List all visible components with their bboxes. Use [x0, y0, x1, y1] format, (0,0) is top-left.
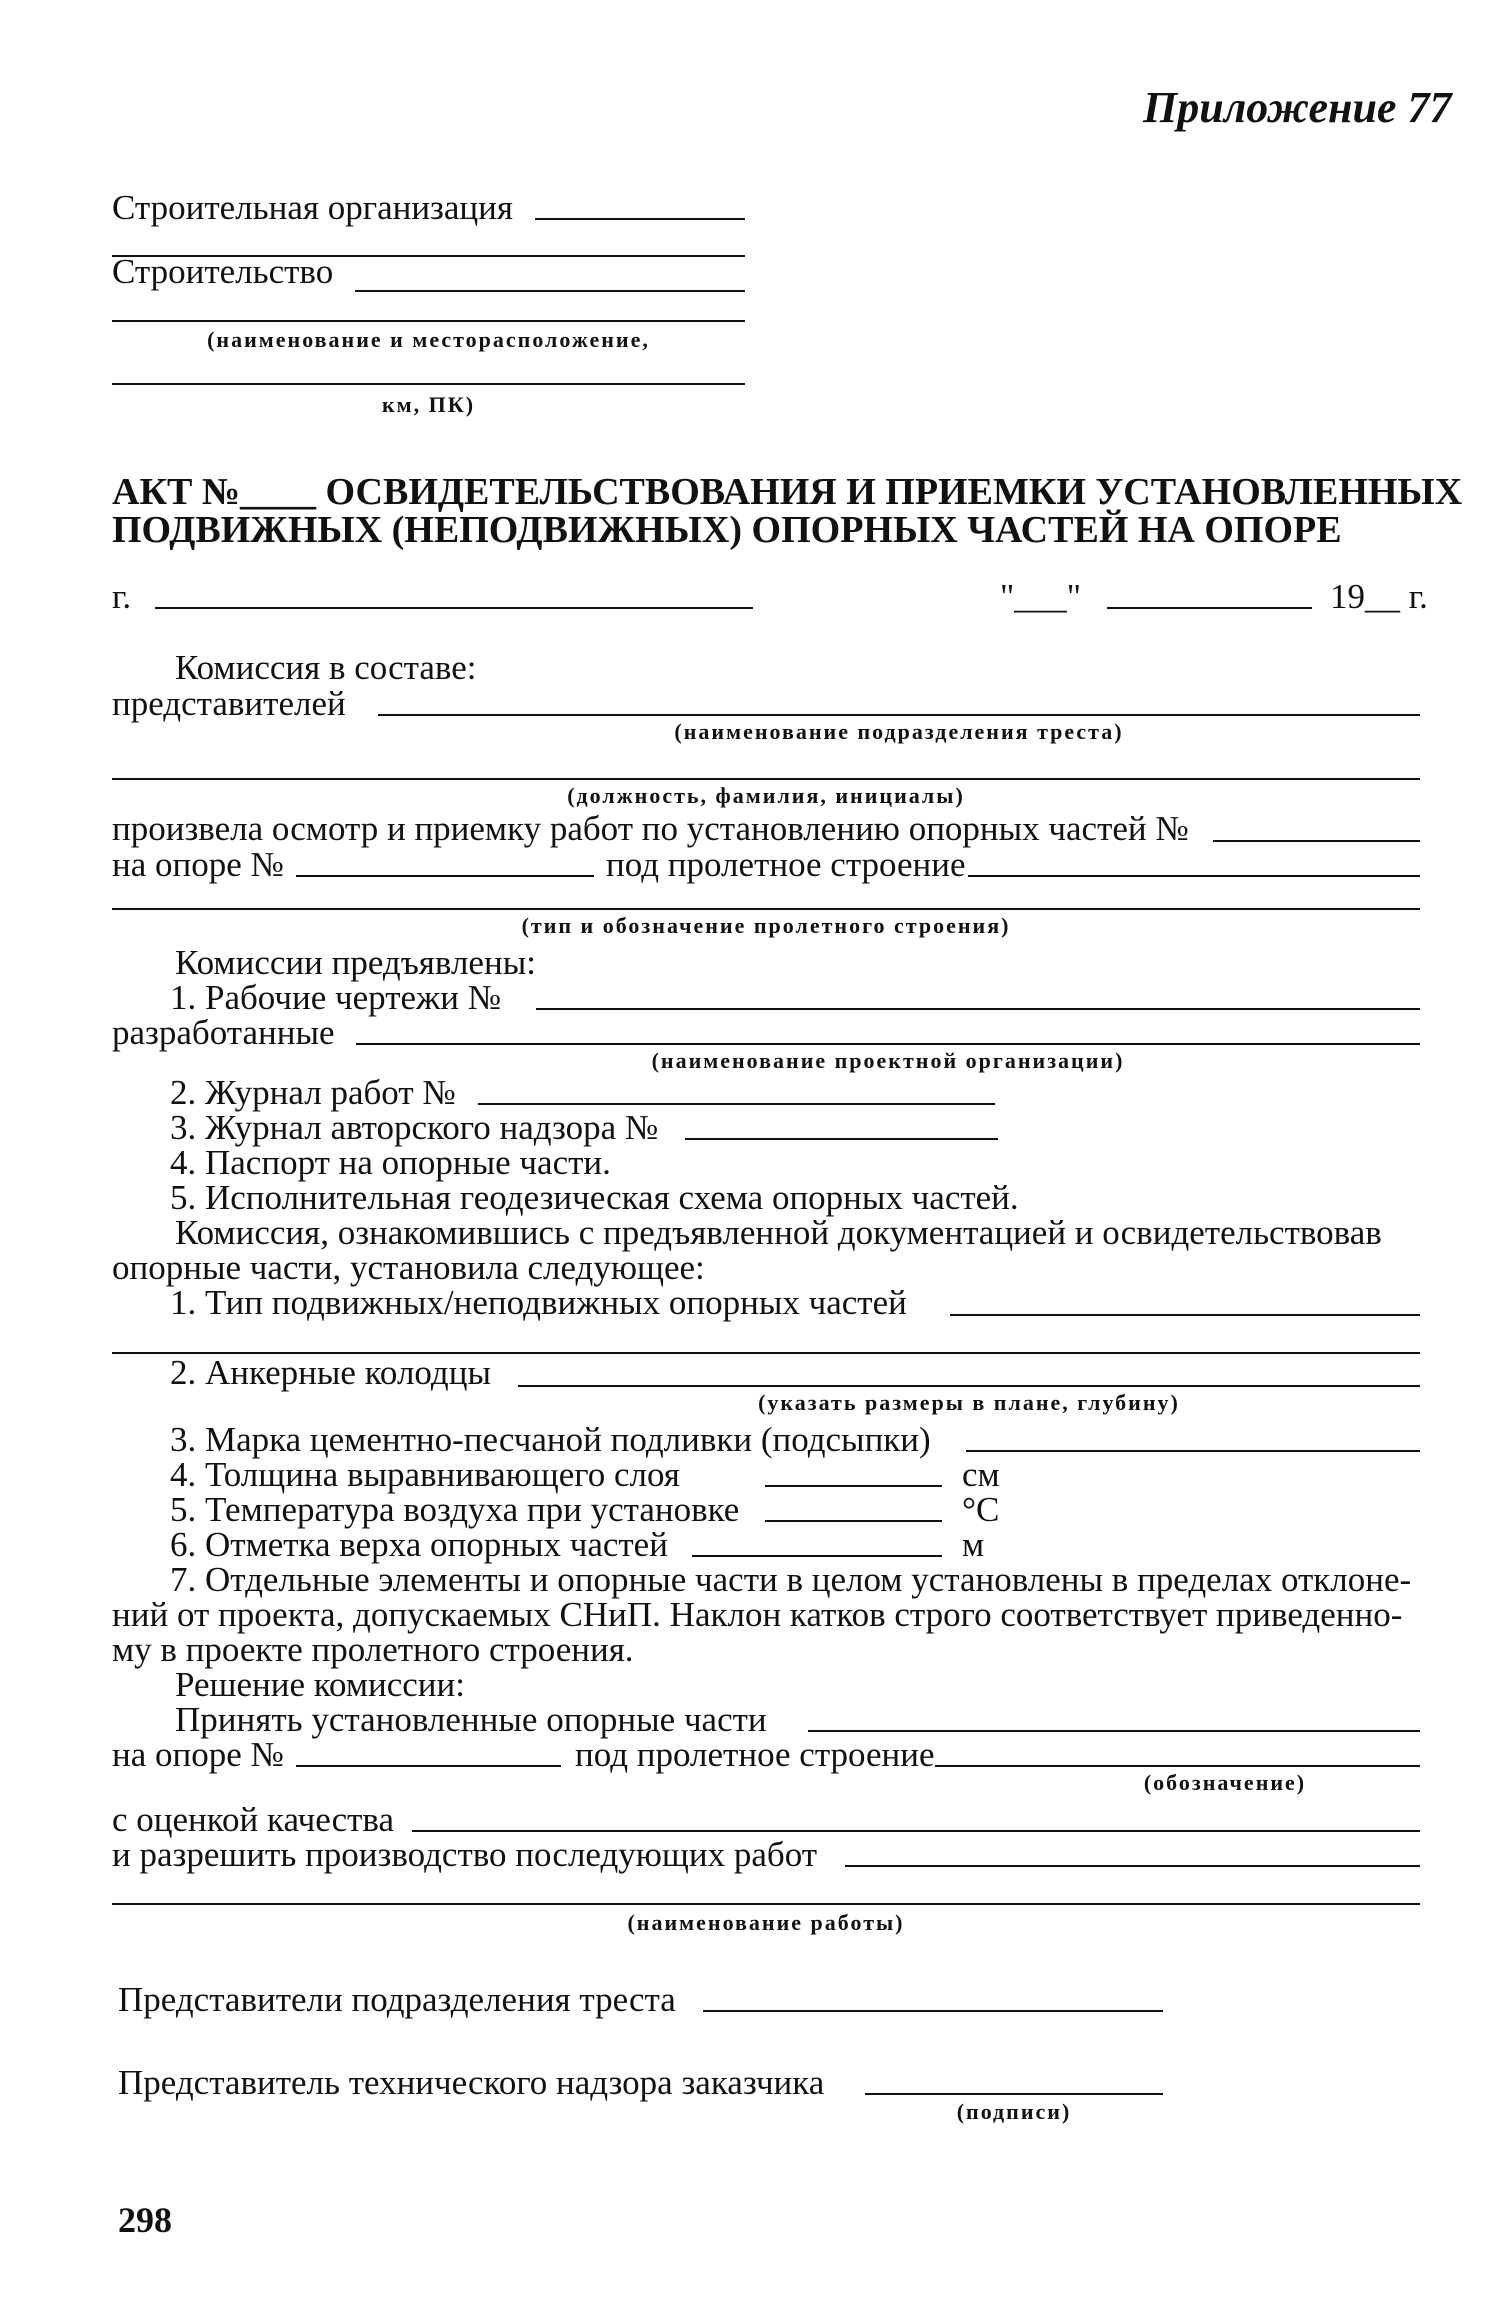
item7-line3: му в проекте пролетного строения.	[112, 1630, 634, 1669]
doc5-label: 5. Исполнительная геодезическая схема опорных частей.	[170, 1178, 1019, 1217]
unit-m: м	[962, 1525, 985, 1564]
under-span-label: под пролетное строение	[606, 845, 966, 884]
permit-line[interactable]	[845, 1865, 1420, 1867]
permit-label: и разрешить производство последующих работ	[112, 1835, 818, 1874]
customer-rep-signature-line[interactable]	[865, 2093, 1163, 2095]
caption-work-name: (наименование работы)	[627, 1910, 905, 1935]
caption-design-org: (наименование проектной организации)	[651, 1048, 1125, 1073]
developed-label: разработанные	[112, 1013, 335, 1052]
item7-line1: 7. Отдельные элементы и опорные части в целом установлены в пределах отклоне-	[170, 1560, 1412, 1599]
item1-line[interactable]	[950, 1314, 1420, 1316]
doc4-label: 4. Паспорт на опорные части.	[170, 1143, 611, 1182]
construction-label: Строительство	[112, 252, 334, 291]
presented-label: Комиссии предъявлены:	[175, 943, 536, 982]
customer-rep-label: Представитель технического надзора заказчика	[118, 2063, 825, 2102]
date-year: 19__ г.	[1330, 577, 1428, 616]
appendix-label: Приложение 77	[1143, 83, 1452, 132]
journal-number-line[interactable]	[478, 1103, 995, 1105]
decision-support-line[interactable]	[296, 1765, 561, 1767]
caption-name-location: (наименование и месторасположение,	[207, 327, 650, 352]
construction-line-3[interactable]	[112, 383, 745, 385]
item6-label: 6. Отметка верха опорных частей	[170, 1525, 668, 1564]
city-line[interactable]	[155, 607, 753, 609]
unit-c: °С	[962, 1490, 1000, 1529]
accept-label: Принять установленные опорные части	[175, 1700, 767, 1739]
decision-span-line[interactable]	[935, 1765, 1420, 1767]
caption-sizes: (указать размеры в плане, глубину)	[758, 1390, 1180, 1415]
date-day: "___"	[1000, 577, 1082, 616]
item1-label: 1. Тип подвижных/неподвижных опорных частей	[170, 1283, 907, 1322]
decision-on-support: на опоре №	[112, 1735, 284, 1774]
caption-designation: (обозначение)	[1143, 1770, 1307, 1795]
doc3-label: 3. Журнал авторского надзора №	[170, 1108, 659, 1147]
construction-line-2[interactable]	[112, 320, 745, 322]
doc1-label: 1. Рабочие чертежи №	[170, 978, 502, 1017]
doc2-label: 2. Журнал работ №	[170, 1073, 456, 1112]
representatives-label: представителей	[112, 684, 346, 723]
decision-heading: Решение комиссии:	[175, 1665, 465, 1704]
construction-line[interactable]	[355, 290, 745, 292]
commission-composition: Комиссия в составе:	[175, 648, 477, 687]
span-line[interactable]	[968, 875, 1420, 877]
supervision-number-line[interactable]	[685, 1138, 998, 1140]
item3-label: 3. Марка цементно-песчаной подливки (подсыпки)	[170, 1420, 931, 1459]
drawings-number-line[interactable]	[536, 1008, 1420, 1010]
item6-line[interactable]	[692, 1555, 942, 1557]
representatives-line[interactable]	[378, 714, 1420, 716]
item4-label: 4. Толщина выравнивающего слоя	[170, 1455, 680, 1494]
date-month-line[interactable]	[1107, 607, 1312, 609]
trust-reps-label: Представители подразделения треста	[118, 1980, 676, 2019]
org-label: Строительная организация	[112, 188, 513, 227]
caption-signatures: (подписи)	[956, 2099, 1072, 2124]
on-support-label: на опоре №	[112, 845, 284, 884]
developed-line[interactable]	[356, 1043, 1420, 1045]
trust-reps-signature-line[interactable]	[703, 2010, 1163, 2012]
quality-line[interactable]	[412, 1830, 1420, 1832]
reviewed-line1: Комиссия, ознакомившись с предъявленной документацией и освидетельствовав	[175, 1213, 1382, 1252]
support-number-line[interactable]	[296, 875, 594, 877]
item2-line[interactable]	[518, 1385, 1420, 1387]
work-name-line[interactable]	[112, 1903, 1420, 1905]
org-line[interactable]	[535, 218, 745, 220]
accept-line[interactable]	[808, 1730, 1420, 1732]
item5-line[interactable]	[765, 1520, 942, 1522]
item3-line[interactable]	[966, 1450, 1420, 1452]
item7-line2: ний от проекта, допускаемых СНиП. Наклон катков строго соответствует приведенно-	[112, 1595, 1403, 1634]
page-number: 298	[118, 2200, 172, 2240]
caption-span-type: (тип и обозначение пролетного строения)	[521, 913, 1011, 938]
item2-label: 2. Анкерные колодцы	[170, 1353, 491, 1392]
decision-under-span: под пролетное строение	[575, 1735, 935, 1774]
quality-label: с оценкой качества	[112, 1800, 395, 1839]
act-title-line1: АКТ №____ ОСВИДЕТЕЛЬСТВОВАНИЯ И ПРИЕМКИ УСТАНОВЛЕННЫХ	[112, 471, 1463, 513]
reviewed-line2: опорные части, установила следующее:	[112, 1248, 705, 1287]
act-title-line2: ПОДВИЖНЫХ (НЕПОДВИЖНЫХ) ОПОРНЫХ ЧАСТЕЙ НА ОПОРЕ	[112, 509, 1342, 551]
span-type-line[interactable]	[112, 908, 1420, 910]
position-line[interactable]	[112, 778, 1420, 780]
item5-label: 5. Температура воздуха при установке	[170, 1490, 740, 1529]
city-label: г.	[112, 577, 132, 616]
caption-km-pk: км, ПК)	[381, 392, 476, 417]
item4-line[interactable]	[765, 1485, 942, 1487]
inspected-text: произвела осмотр и приемку работ по установлению опорных частей №	[112, 809, 1189, 848]
unit-cm: см	[962, 1455, 1000, 1494]
parts-number-line[interactable]	[1213, 840, 1420, 842]
caption-position: (должность, фамилия, инициалы)	[567, 783, 965, 808]
caption-trust-unit: (наименование подразделения треста)	[674, 719, 1124, 744]
